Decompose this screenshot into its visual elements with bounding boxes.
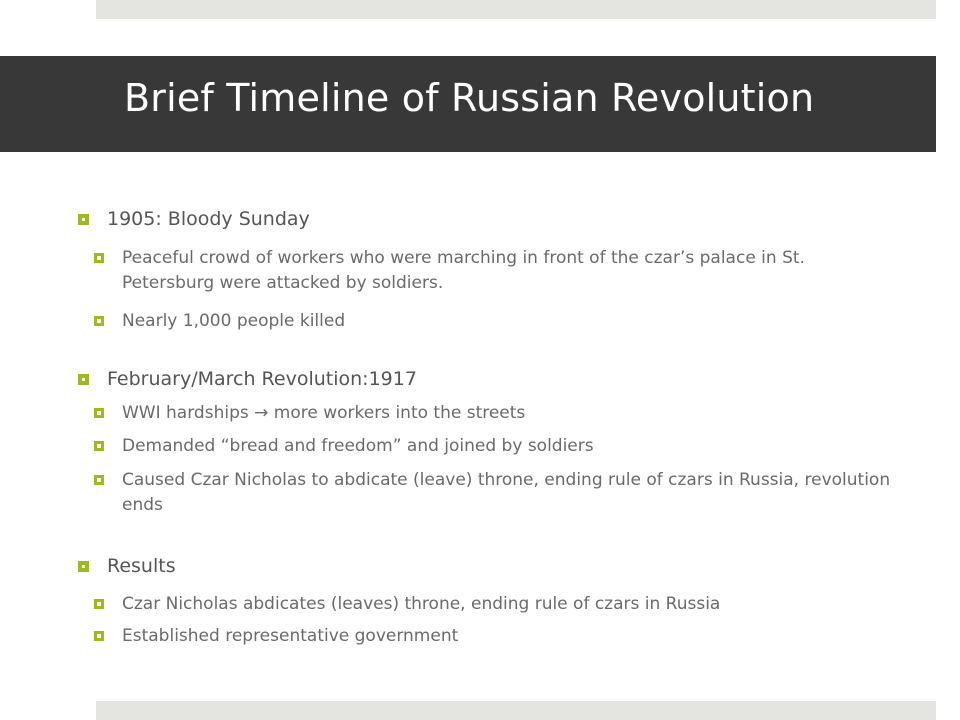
bottom-decorative-strip: [96, 701, 936, 720]
list-item: [94, 434, 884, 459]
list-item: [94, 592, 914, 617]
list-item-text: Czar Nicholas abdicates (leaves) throne, ending rule of czars in Russia: [122, 594, 721, 614]
list-item: [94, 246, 884, 296]
square-bullet-icon: [78, 214, 89, 225]
list-item: [94, 401, 884, 426]
list-item-text: WWI hardships → more workers into the streets: [122, 403, 526, 423]
square-bullet-icon: [94, 316, 104, 326]
square-bullet-icon: [94, 253, 104, 263]
square-bullet-icon: [94, 475, 104, 485]
section-heading-february-march: [78, 366, 918, 392]
list-item: [94, 468, 904, 518]
section-heading-text: Results: [107, 555, 176, 577]
list-item: [94, 309, 884, 334]
square-bullet-icon: [94, 408, 104, 418]
list-item-text: Established representative government: [122, 626, 459, 646]
list-item-text: Demanded “bread and freedom” and joined by soldiers: [122, 436, 594, 456]
list-item-text: Nearly 1,000 people killed: [122, 311, 346, 331]
section-heading-text: 1905: Bloody Sunday: [107, 208, 310, 230]
square-bullet-icon: [94, 631, 104, 641]
list-item: [94, 624, 884, 649]
square-bullet-icon: [94, 441, 104, 451]
square-bullet-icon: [78, 374, 89, 385]
section-heading-1905: [78, 206, 918, 232]
section-heading-text: February/March Revolution:1917: [107, 368, 417, 390]
square-bullet-icon: [94, 599, 104, 609]
section-heading-results: [78, 553, 918, 579]
slide-title: Brief Timeline of Russian Revolution: [124, 76, 815, 120]
list-item-text: Peaceful crowd of workers who were marching in front of the czar’s palace in St. Petersburg were attacked by soldiers.: [122, 248, 805, 293]
list-item-text: Caused Czar Nicholas to abdicate (leave) throne, ending rule of czars in Russia, revolution ends: [122, 470, 891, 515]
square-bullet-icon: [78, 561, 89, 572]
